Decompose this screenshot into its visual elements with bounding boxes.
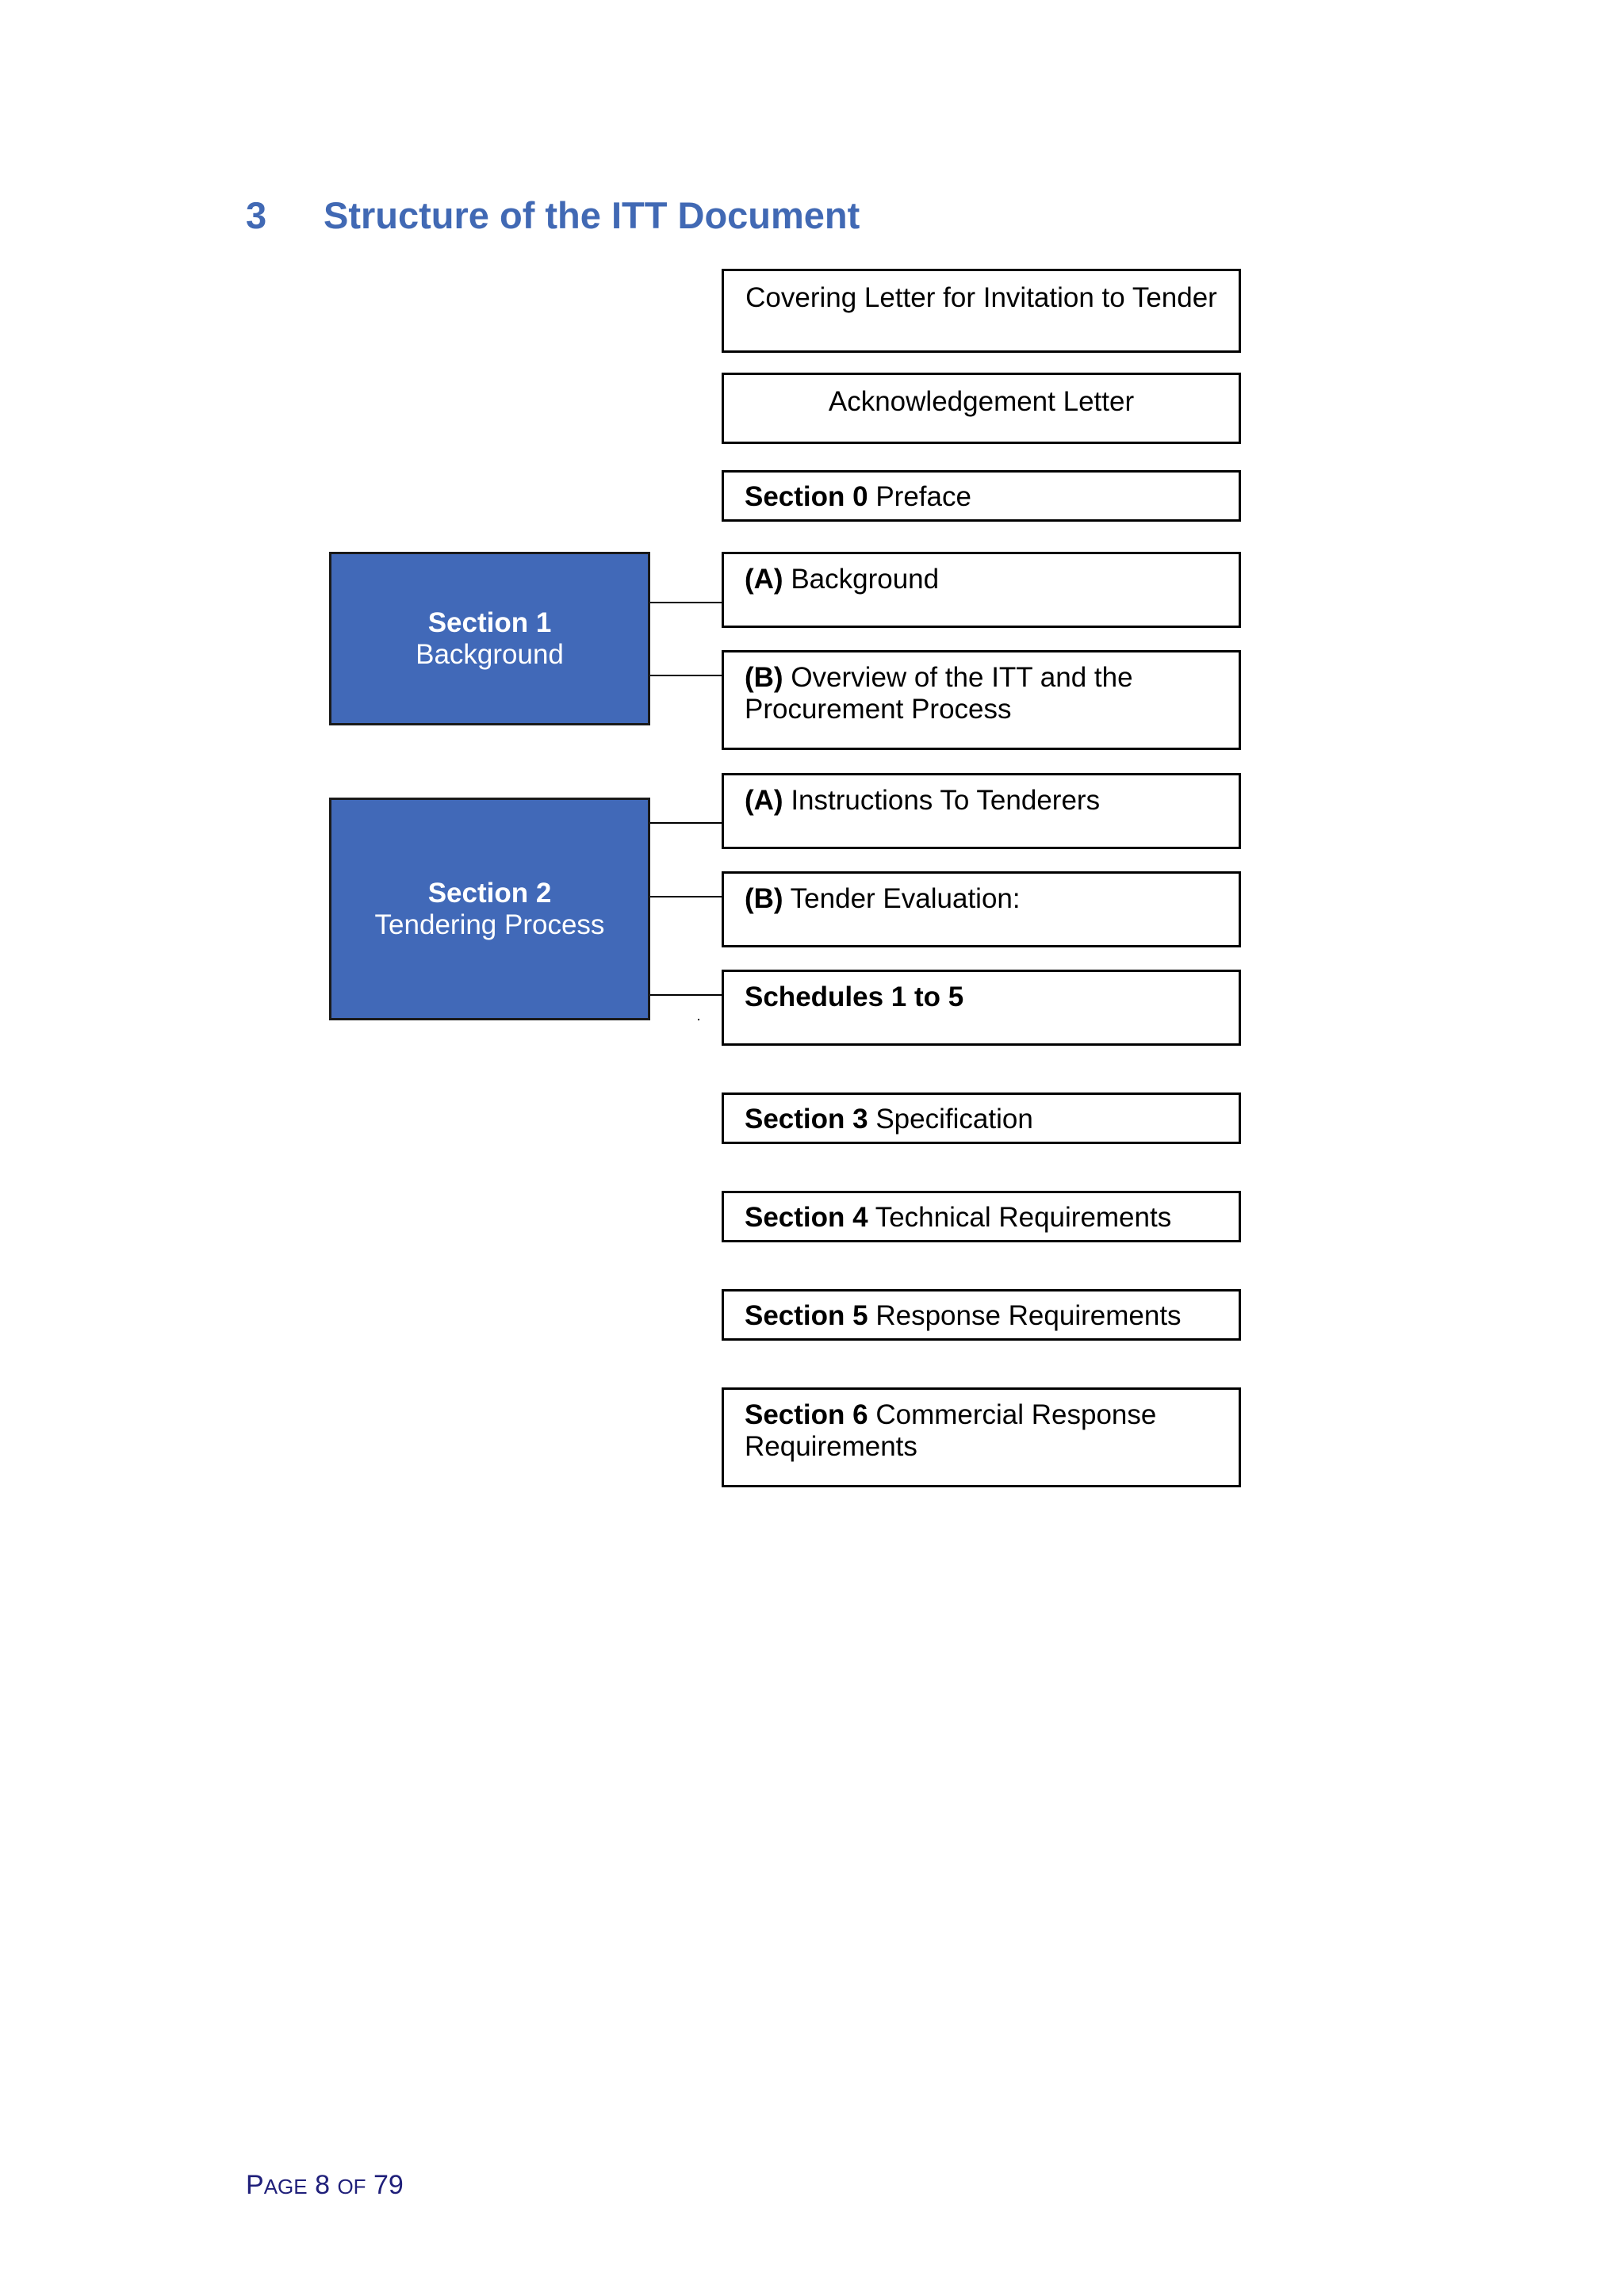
section-title: Structure of the ITT Document	[324, 194, 860, 236]
footer-page-word-first: P	[246, 2170, 264, 2200]
section1-box	[329, 552, 650, 725]
section0-label: Preface	[868, 481, 971, 512]
section5-label-bold: Section 5	[745, 1300, 868, 1331]
section2-a-box	[722, 773, 1241, 849]
section-number: 3	[246, 194, 267, 236]
acknowledgement-letter-label: Acknowledgement Letter	[828, 386, 1135, 417]
section1-subtitle: Background	[416, 638, 564, 670]
section4-box	[722, 1191, 1241, 1242]
connector-line	[650, 994, 722, 996]
section4-label: Technical Requirements	[868, 1202, 1172, 1233]
schedules-label-bold: Schedules 1 to 5	[745, 982, 964, 1012]
stray-dot	[698, 1019, 699, 1020]
acknowledgement-letter-box	[722, 373, 1241, 444]
section1-a-box	[722, 552, 1241, 628]
section2-b-box	[722, 871, 1241, 947]
section1-b-label: Overview of the ITT and the Procurement Process	[745, 662, 1133, 725]
footer-page-word-rest: AGE	[263, 2175, 308, 2198]
covering-letter-label: Covering Letter for Invitation to Tender	[745, 282, 1217, 313]
section2-b-label-bold: (B)	[745, 883, 783, 914]
section1-a-label: Background	[783, 564, 940, 595]
section6-box	[722, 1387, 1241, 1487]
section2-b-label: Tender Evaluation:	[783, 883, 1021, 914]
section2-title: Section 2	[427, 877, 552, 909]
section0-box	[722, 470, 1241, 522]
section2-box	[329, 798, 650, 1020]
section3-label-bold: Section 3	[745, 1104, 868, 1135]
section0-label-bold: Section 0	[745, 481, 868, 512]
section5-box	[722, 1289, 1241, 1341]
connector-line	[650, 822, 722, 824]
section3-box	[722, 1093, 1241, 1144]
footer-page-number: 8	[315, 2170, 330, 2200]
section5-label: Response Requirements	[868, 1300, 1182, 1331]
section3-label: Specification	[868, 1104, 1033, 1135]
section-heading	[246, 193, 860, 237]
section2-a-label: Instructions To Tenderers	[783, 785, 1101, 816]
footer-total-pages: 79	[373, 2170, 404, 2200]
section6-label-bold: Section 6	[745, 1399, 868, 1430]
section6-label: Commercial Response Requirements	[745, 1399, 1157, 1462]
section4-label-bold: Section 4	[745, 1202, 868, 1233]
section1-b-label-bold: (B)	[745, 662, 783, 693]
connector-line	[650, 896, 722, 897]
connector-line	[650, 602, 722, 603]
schedules-box	[722, 970, 1241, 1046]
section1-title: Section 1	[427, 607, 552, 638]
footer-of-word: OF	[337, 2175, 366, 2198]
section2-a-label-bold: (A)	[745, 785, 783, 816]
section1-a-label-bold: (A)	[745, 564, 783, 595]
section2-subtitle: Tendering Process	[374, 909, 605, 940]
connector-line	[650, 675, 722, 676]
section1-b-box	[722, 650, 1241, 750]
page-footer	[246, 2170, 404, 2201]
covering-letter-box	[722, 269, 1241, 353]
